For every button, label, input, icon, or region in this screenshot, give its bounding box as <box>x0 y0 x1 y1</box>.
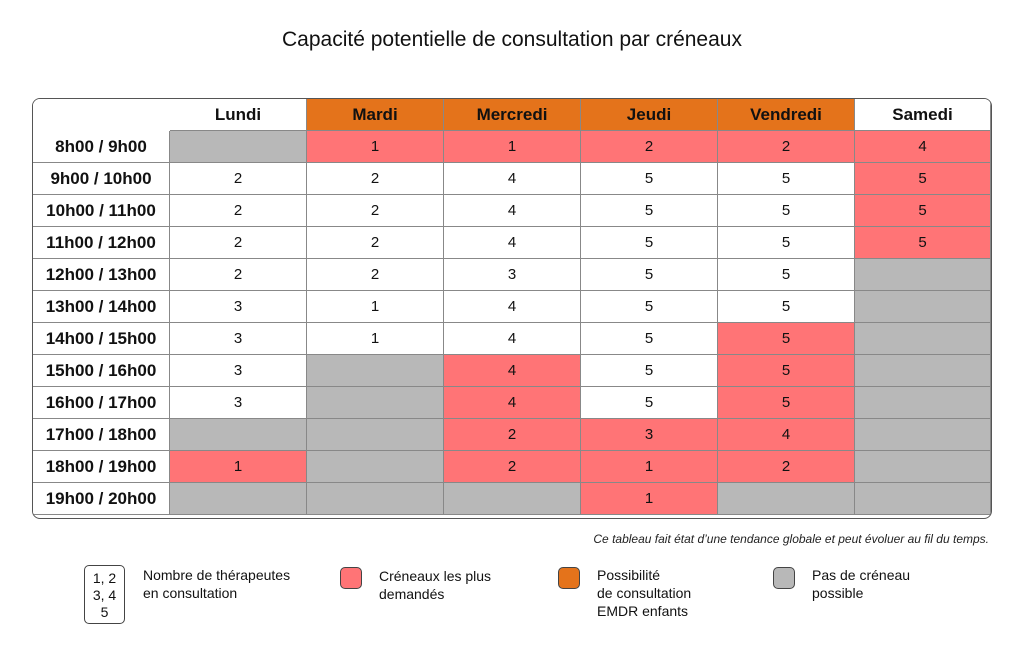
table-cell: 4 <box>444 227 581 259</box>
table-cell: 2 <box>718 131 855 163</box>
legend-numbers-line: 5 <box>100 604 109 620</box>
legend-gray-label-line: Pas de créneau <box>812 567 911 583</box>
table-cell: 5 <box>718 163 855 195</box>
table-cell: 5 <box>581 195 718 227</box>
table-cell: 1 <box>307 131 444 163</box>
day-header-mardi: Mardi <box>307 99 444 131</box>
table-cell <box>307 355 444 387</box>
time-slot-label: 11h00 / 12h00 <box>33 227 170 259</box>
table-cell: 5 <box>581 163 718 195</box>
table-cell <box>307 483 444 515</box>
table-cell <box>170 419 307 451</box>
legend-orange-label <box>597 566 691 620</box>
table-cell <box>170 131 307 163</box>
table-cell: 5 <box>718 323 855 355</box>
table-cell: 4 <box>444 163 581 195</box>
table-cell: 2 <box>170 163 307 195</box>
time-slot-label: 12h00 / 13h00 <box>33 259 170 291</box>
legend-numbers-label-line: en consultation <box>143 585 238 601</box>
table-cell <box>855 323 991 355</box>
table-cell: 2 <box>307 259 444 291</box>
legend-red-label <box>379 567 491 603</box>
table-cell: 3 <box>170 291 307 323</box>
legend-orange-label-line: EMDR enfants <box>597 603 689 619</box>
table-cell: 3 <box>170 355 307 387</box>
table-cell: 3 <box>170 323 307 355</box>
day-header-mercredi: Mercredi <box>444 99 581 131</box>
table-cell: 5 <box>718 355 855 387</box>
table-cell: 2 <box>307 163 444 195</box>
legend-numbers-box <box>84 565 125 624</box>
legend-gray-swatch <box>773 567 795 589</box>
table-cell <box>855 419 991 451</box>
table-cell <box>855 355 991 387</box>
page-title: Capacité potentielle de consultation par créneaux <box>282 28 742 51</box>
table-cell <box>855 387 991 419</box>
table-cell: 2 <box>444 451 581 483</box>
table-cell <box>855 451 991 483</box>
table-cell: 5 <box>581 291 718 323</box>
table-corner <box>33 99 170 131</box>
table-cell <box>170 483 307 515</box>
table-cell: 5 <box>581 355 718 387</box>
legend-orange-label-line: Possibilité <box>597 567 661 583</box>
table-cell: 1 <box>307 291 444 323</box>
time-slot-label: 16h00 / 17h00 <box>33 387 170 419</box>
table-cell <box>444 483 581 515</box>
legend-orange-swatch <box>558 567 580 589</box>
time-slot-label: 19h00 / 20h00 <box>33 483 170 515</box>
time-slot-label: 13h00 / 14h00 <box>33 291 170 323</box>
time-slot-label: 10h00 / 11h00 <box>33 195 170 227</box>
day-header-jeudi: Jeudi <box>581 99 718 131</box>
table-cell: 1 <box>307 323 444 355</box>
table-cell: 2 <box>307 227 444 259</box>
table-cell: 5 <box>581 259 718 291</box>
table-cell: 1 <box>581 483 718 515</box>
schedule-table <box>32 98 992 519</box>
table-cell <box>855 483 991 515</box>
table-cell: 2 <box>307 195 444 227</box>
legend-gray-label <box>812 566 910 602</box>
table-cell: 4 <box>855 131 991 163</box>
table-cell: 5 <box>855 163 991 195</box>
legend-numbers-label <box>143 566 290 602</box>
table-cell: 5 <box>718 387 855 419</box>
table-cell: 5 <box>855 227 991 259</box>
table-cell: 3 <box>170 387 307 419</box>
table-cell: 2 <box>718 451 855 483</box>
table-cell: 2 <box>170 195 307 227</box>
table-note: Ce tableau fait état d’une tendance globale et peut évoluer au fil du temps. <box>593 532 989 546</box>
table-cell <box>855 291 991 323</box>
time-slot-label: 9h00 / 10h00 <box>33 163 170 195</box>
table-cell <box>718 483 855 515</box>
legend-numbers-line: 1, 2 <box>92 570 117 586</box>
table-cell <box>855 259 991 291</box>
table-cell: 4 <box>444 387 581 419</box>
table-cell: 5 <box>718 291 855 323</box>
legend-orange-label-line: de consultation <box>597 585 692 601</box>
legend-gray-label-line: possible <box>812 585 864 601</box>
legend-red-swatch <box>340 567 362 589</box>
table-cell: 4 <box>444 323 581 355</box>
table-cell: 1 <box>581 451 718 483</box>
table-cell: 5 <box>581 227 718 259</box>
day-header-samedi: Samedi <box>855 99 991 131</box>
time-slot-label: 15h00 / 16h00 <box>33 355 170 387</box>
table-cell: 4 <box>444 355 581 387</box>
day-header-vendredi: Vendredi <box>718 99 855 131</box>
table-cell <box>307 387 444 419</box>
table-cell <box>307 451 444 483</box>
table-cell: 1 <box>444 131 581 163</box>
table-cell: 5 <box>855 195 991 227</box>
table-cell: 3 <box>444 259 581 291</box>
time-slot-label: 18h00 / 19h00 <box>33 451 170 483</box>
legend-red-label-line: demandés <box>379 586 445 602</box>
table-cell: 2 <box>581 131 718 163</box>
day-header-lundi: Lundi <box>170 99 307 131</box>
time-slot-label: 8h00 / 9h00 <box>33 131 170 163</box>
table-cell <box>307 419 444 451</box>
table-cell: 3 <box>581 419 718 451</box>
table-cell: 5 <box>718 259 855 291</box>
table-cell: 5 <box>581 323 718 355</box>
legend-red-label-line: Créneaux les plus <box>379 568 492 584</box>
table-cell: 5 <box>718 227 855 259</box>
table-cell: 4 <box>444 195 581 227</box>
table-cell: 2 <box>444 419 581 451</box>
table-cell: 5 <box>581 387 718 419</box>
table-cell: 2 <box>170 227 307 259</box>
table-cell: 4 <box>444 291 581 323</box>
table-cell: 5 <box>718 195 855 227</box>
table-cell: 1 <box>170 451 307 483</box>
time-slot-label: 14h00 / 15h00 <box>33 323 170 355</box>
time-slot-label: 17h00 / 18h00 <box>33 419 170 451</box>
legend-numbers-line: 3, 4 <box>92 587 117 603</box>
table-cell: 2 <box>170 259 307 291</box>
table-cell: 4 <box>718 419 855 451</box>
legend-numbers-label-line: Nombre de thérapeutes <box>143 567 291 583</box>
